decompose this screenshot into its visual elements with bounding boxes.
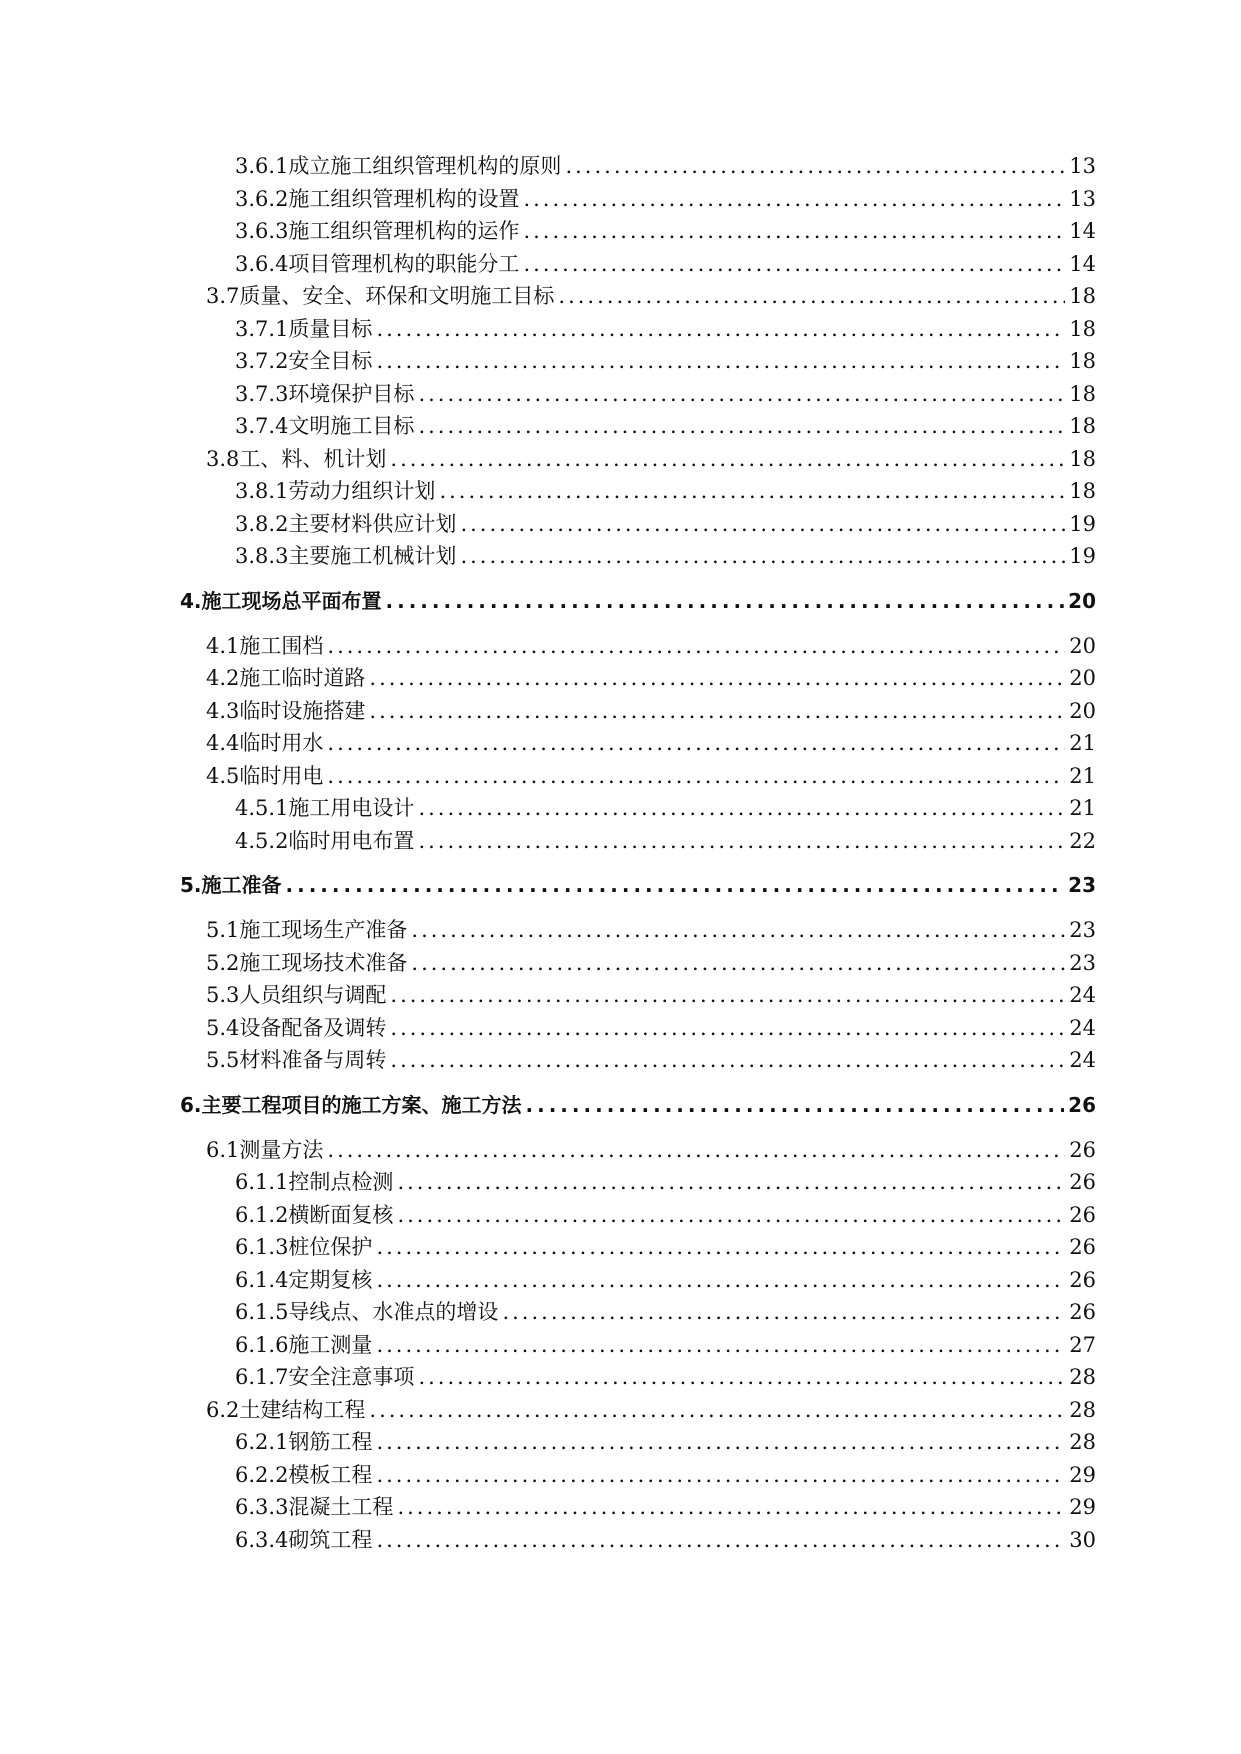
toc-page-number: 14 [1069, 251, 1096, 276]
toc-entry[interactable] [180, 443, 1096, 476]
toc-leader-dots [327, 727, 1065, 760]
toc-entry[interactable] [180, 345, 1096, 378]
toc-entry[interactable] [180, 792, 1096, 825]
toc-entry-title: 5.5材料准备与周转 [206, 1048, 387, 1072]
toc-page-number: 26 [1069, 1170, 1096, 1194]
toc-leader-dots [411, 914, 1065, 947]
toc-page-number: 24 [1069, 1015, 1096, 1040]
toc-entry[interactable] [180, 1329, 1096, 1362]
toc-page-number: 20 [1068, 588, 1096, 613]
toc-entry[interactable] [180, 410, 1096, 443]
toc-page-number: 26 [1069, 1267, 1096, 1292]
toc-page-number: 24 [1069, 983, 1096, 1007]
toc-page-number: 29 [1069, 1495, 1096, 1519]
toc-page-number: 18 [1069, 284, 1096, 308]
toc-entry-title: 4.1施工围档 [206, 633, 324, 658]
toc-page-number: 21 [1069, 796, 1096, 820]
toc-entry[interactable] [180, 1044, 1096, 1077]
toc-leader-dots [418, 1361, 1065, 1394]
toc-entry-title: 3.7.3环境保护目标 [235, 381, 415, 406]
toc-page-number: 18 [1069, 479, 1096, 503]
toc-entry[interactable] [180, 760, 1096, 793]
toc-entry-title: 3.6.2施工组织管理机构的设置 [235, 186, 520, 211]
toc-entry-title: 6.1.1控制点检测 [235, 1170, 394, 1194]
toc-page-number: 29 [1069, 1462, 1096, 1487]
toc-entry[interactable] [180, 1524, 1096, 1557]
toc-leader-dots [418, 792, 1065, 825]
toc-entry-title: 3.6.3施工组织管理机构的运作 [235, 219, 520, 243]
toc-entry-title: 3.7质量、安全、环保和文明施工目标 [206, 284, 555, 308]
toc-leader-dots [397, 1199, 1065, 1232]
toc-page-number: 26 [1069, 1202, 1096, 1227]
toc-entry-title: 4.5.2临时用电布置 [235, 828, 415, 853]
toc-entry-title: 3.6.1成立施工组织管理机构的原则 [235, 154, 562, 178]
toc-entry-title: 6.1.2横断面复核 [235, 1202, 394, 1227]
toc-entry[interactable] [180, 313, 1096, 346]
toc-leader-dots [526, 1089, 1065, 1122]
toc-entry-title: 4.5临时用电 [206, 763, 324, 788]
toc-page-number: 27 [1069, 1332, 1096, 1357]
toc-entry-title: 4.5.1施工用电设计 [235, 796, 415, 820]
toc-leader-dots [390, 1044, 1065, 1077]
toc-leader-dots [523, 248, 1065, 281]
toc-page-number: 30 [1069, 1527, 1096, 1552]
toc-entry[interactable] [180, 215, 1096, 248]
toc-leader-dots [369, 1394, 1065, 1427]
toc-page-number: 13 [1069, 186, 1096, 211]
toc-entry-title: 6.1.3桩位保护 [235, 1235, 373, 1259]
toc-page-number: 21 [1069, 731, 1096, 755]
toc-leader-dots [397, 1491, 1065, 1524]
toc-entry-title: 6.2土建结构工程 [206, 1397, 366, 1422]
toc-entry[interactable] [180, 1134, 1096, 1167]
toc-entry[interactable] [180, 150, 1096, 183]
toc-entry-title: 3.6.4项目管理机构的职能分工 [235, 251, 520, 276]
toc-leader-dots [390, 1012, 1065, 1045]
toc-entry[interactable] [180, 508, 1096, 541]
toc-page-number: 19 [1069, 511, 1096, 536]
toc-entry-title: 3.7.4文明施工目标 [235, 414, 415, 438]
toc-page-number: 28 [1069, 1365, 1096, 1389]
toc-entry-title: 3.7.2安全目标 [235, 349, 373, 373]
toc-page-number: 19 [1069, 544, 1096, 568]
toc-leader-dots [523, 183, 1065, 216]
toc-leader-dots [390, 443, 1065, 476]
toc-page-number: 26 [1069, 1235, 1096, 1259]
toc-leader-dots [376, 1524, 1065, 1557]
toc-leader-dots [386, 585, 1065, 618]
toc-entry[interactable] [180, 585, 1096, 618]
toc-leader-dots [369, 695, 1065, 728]
toc-leader-dots [502, 1296, 1065, 1329]
toc-page-number: 20 [1069, 633, 1096, 658]
toc-leader-dots [418, 378, 1065, 411]
toc-page-number: 21 [1069, 763, 1096, 788]
toc-entry[interactable] [180, 1166, 1096, 1199]
toc-leader-dots [376, 1459, 1065, 1492]
toc-page-number: 18 [1069, 316, 1096, 341]
toc-entry-title: 6.2.2模板工程 [235, 1462, 373, 1487]
toc-page-number: 14 [1069, 219, 1096, 243]
toc-entry[interactable] [180, 1231, 1096, 1264]
toc-entry-title: 4.2施工临时道路 [206, 666, 366, 690]
toc-entry[interactable] [180, 183, 1096, 216]
toc-leader-dots [523, 215, 1065, 248]
toc-page-number: 23 [1069, 950, 1096, 975]
toc-entry-title: 4.3临时设施搭建 [206, 698, 366, 723]
toc-page-number: 26 [1069, 1300, 1096, 1324]
toc-entry[interactable] [180, 1296, 1096, 1329]
toc-page-number: 18 [1069, 446, 1096, 471]
toc-entry-title: 6.1.4定期复核 [235, 1267, 373, 1292]
toc-leader-dots [376, 1329, 1065, 1362]
toc-entry-title: 6.1.5导线点、水准点的增设 [235, 1300, 499, 1324]
toc-entry-title: 3.7.1质量目标 [235, 316, 373, 341]
toc-page-number: 24 [1069, 1048, 1096, 1072]
toc-entry-title: 5.2施工现场技术准备 [206, 950, 408, 975]
toc-leader-dots [390, 979, 1065, 1012]
toc-leader-dots [369, 662, 1065, 695]
toc-entry-title: 6.主要工程项目的施工方案、施工方法 [180, 1092, 522, 1117]
toc-entry[interactable] [180, 630, 1096, 663]
toc-entry[interactable] [180, 248, 1096, 281]
toc-entry-title: 4.4临时用水 [206, 731, 324, 755]
toc-entry[interactable] [180, 378, 1096, 411]
toc-page-number: 20 [1069, 698, 1096, 723]
toc-entry[interactable] [180, 1394, 1096, 1427]
toc-page-number: 23 [1068, 873, 1096, 897]
toc-leader-dots [327, 1134, 1065, 1167]
toc-entry-title: 3.8工、料、机计划 [206, 446, 387, 471]
toc-entry-title: 4.施工现场总平面布置 [180, 588, 382, 613]
toc-page-number: 20 [1069, 666, 1096, 690]
toc-entry-title: 5.3人员组织与调配 [206, 983, 387, 1007]
toc-entry[interactable] [180, 979, 1096, 1012]
toc-page-number: 26 [1069, 1137, 1096, 1162]
toc-entry[interactable] [180, 1426, 1096, 1459]
toc-page-number: 28 [1069, 1430, 1096, 1454]
toc-entry-title: 6.2.1钢筋工程 [235, 1430, 373, 1454]
toc-entry[interactable] [180, 1089, 1096, 1122]
toc-leader-dots [439, 475, 1065, 508]
toc-entry[interactable] [180, 475, 1096, 508]
toc-entry-title: 6.3.4砌筑工程 [235, 1527, 373, 1552]
table-of-contents [180, 150, 1096, 1556]
toc-entry-title: 6.1.7安全注意事项 [235, 1365, 415, 1389]
toc-entry[interactable] [180, 1491, 1096, 1524]
toc-page-number: 18 [1069, 381, 1096, 406]
toc-leader-dots [376, 1231, 1065, 1264]
toc-entry-title: 5.4设备配备及调转 [206, 1015, 387, 1040]
toc-entry[interactable] [180, 914, 1096, 947]
toc-leader-dots [418, 825, 1065, 858]
toc-leader-dots [460, 540, 1065, 573]
toc-entry[interactable] [180, 662, 1096, 695]
toc-leader-dots [376, 313, 1065, 346]
toc-entry-title: 5.1施工现场生产准备 [206, 918, 408, 942]
toc-page-number: 23 [1069, 918, 1096, 942]
toc-page-number: 28 [1069, 1397, 1096, 1422]
toc-leader-dots [558, 280, 1065, 313]
toc-entry[interactable] [180, 947, 1096, 980]
toc-leader-dots [460, 508, 1065, 541]
toc-entry-title: 3.8.2主要材料供应计划 [235, 511, 457, 536]
toc-entry[interactable] [180, 695, 1096, 728]
toc-entry-title: 3.8.3主要施工机械计划 [235, 544, 457, 568]
toc-entry-title: 6.1.6施工测量 [235, 1332, 373, 1357]
toc-entry-title: 6.3.3混凝土工程 [235, 1495, 394, 1519]
toc-entry[interactable] [180, 280, 1096, 313]
toc-leader-dots [376, 1264, 1065, 1297]
toc-leader-dots [397, 1166, 1065, 1199]
toc-leader-dots [327, 760, 1065, 793]
toc-entry[interactable] [180, 869, 1096, 902]
toc-entry[interactable] [180, 540, 1096, 573]
toc-entry[interactable] [180, 1199, 1096, 1232]
toc-page-number: 18 [1069, 349, 1096, 373]
toc-entry[interactable] [180, 1264, 1096, 1297]
toc-page-number: 13 [1069, 154, 1096, 178]
toc-leader-dots [376, 1426, 1065, 1459]
toc-entry[interactable] [180, 1361, 1096, 1394]
toc-leader-dots [411, 947, 1065, 980]
toc-leader-dots [565, 150, 1065, 183]
toc-leader-dots [327, 630, 1065, 663]
toc-page-number: 18 [1069, 414, 1096, 438]
toc-entry-title: 6.1测量方法 [206, 1137, 324, 1162]
toc-entry-title: 3.8.1劳动力组织计划 [235, 479, 436, 503]
toc-entry[interactable] [180, 1012, 1096, 1045]
toc-page-number: 26 [1068, 1092, 1096, 1117]
toc-page-number: 22 [1069, 828, 1096, 853]
toc-entry[interactable] [180, 1459, 1096, 1492]
toc-entry-title: 5.施工准备 [180, 873, 282, 897]
toc-entry[interactable] [180, 727, 1096, 760]
toc-entry[interactable] [180, 825, 1096, 858]
toc-leader-dots [376, 345, 1065, 378]
toc-leader-dots [418, 410, 1065, 443]
toc-leader-dots [286, 869, 1065, 902]
